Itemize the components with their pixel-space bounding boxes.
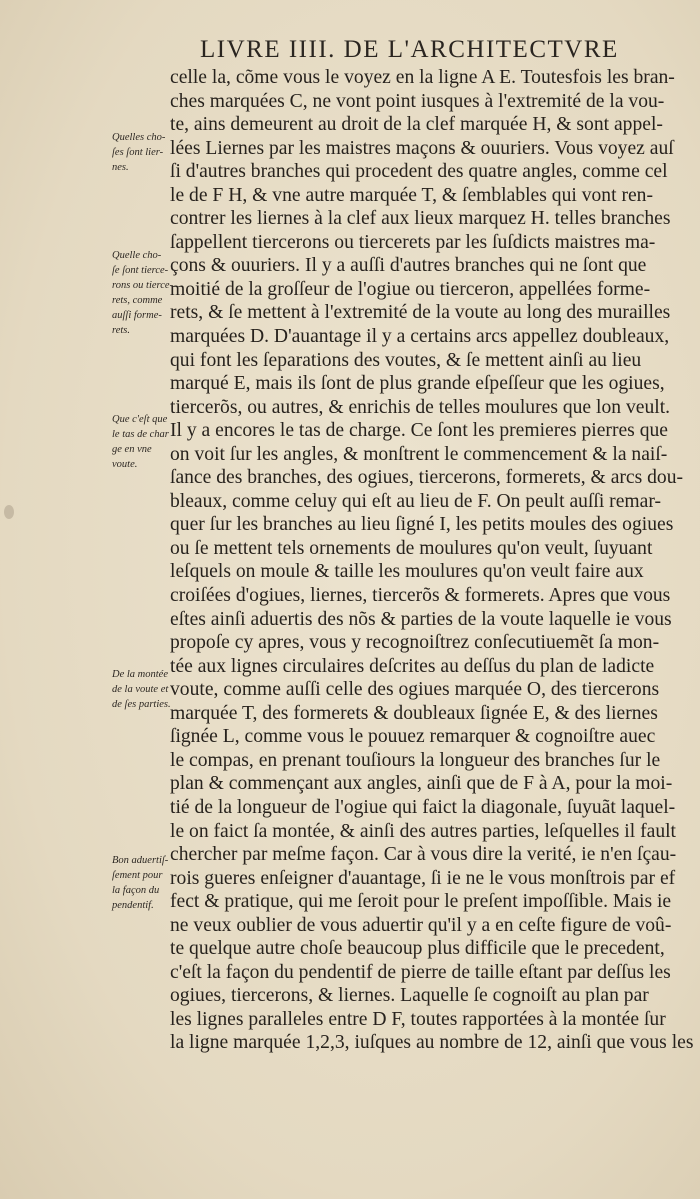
text-line: quer ſur les branches au lieu ſigné I, les petits moules des ogiues xyxy=(170,514,674,536)
margin-note-tiercerons xyxy=(112,248,192,338)
margin-note-liernes xyxy=(112,130,192,175)
margin-note-line: de la voute et xyxy=(112,684,169,695)
text-line: marquées D. D'auantage il y a certains arcs appellez doubleaux, xyxy=(170,326,670,348)
text-line: ſignée L, comme vous le pouuez remarquer & cognoiſtre auec xyxy=(170,726,656,748)
margin-note-pendentif xyxy=(112,853,192,913)
text-line: voute, comme auſſi celle des ogiues marquée O, des tiercerons xyxy=(170,679,660,701)
margin-note-line: De la montée xyxy=(112,669,168,680)
text-line: propoſe cy apres, vous y recognoiſtrez conſecutiuemẽt ſa mon- xyxy=(170,632,660,654)
margin-note-line: la façon du xyxy=(112,885,160,896)
text-line: ſappellent tiercerons ou tiercerets par les ſuſdicts maistres ma- xyxy=(170,231,656,253)
text-line: ogiues, tiercerons, & liernes. Laquelle ſe cognoiſt au plan par xyxy=(170,985,649,1007)
margin-note-line: Bon aduertiſ- xyxy=(112,855,169,866)
text-line: marquée T, des formerets & doubleaux ſignée E, & des liernes xyxy=(170,702,658,724)
text-line: la ligne marquée 1,2,3, iuſques au nombre de 12, ainſi que vous les xyxy=(170,1032,694,1054)
margin-note-tas-de-charge xyxy=(112,412,192,472)
text-line: ou ſe mettent tels ornements de moulures qu'on veult, ſuyuant xyxy=(170,537,653,559)
text-line: plan & commençant aux angles, ainſi que de F à A, pour la moi- xyxy=(170,773,673,795)
ink-stain xyxy=(4,505,14,519)
margin-note-line: ge en vne xyxy=(112,444,152,455)
margin-note-line: nes. xyxy=(112,162,129,173)
text-line: moitié de la groſſeur de l'ogiue ou tierceron, appellées forme- xyxy=(170,278,651,300)
text-line: Il y a encores le tas de charge. Ce ſont les premieres pierres que xyxy=(170,420,668,442)
text-line: tée aux lignes circulaires deſcrites au deſſus du plan de ladicte xyxy=(170,655,655,677)
text-line: lées Liernes par les maistres maçons & ouuriers. Vous voyez auſ xyxy=(170,137,674,159)
margin-note-line: ſes ſont lier- xyxy=(112,147,164,158)
margin-note-line: rons ou tierce- xyxy=(112,280,174,291)
text-line: ſance des branches, des ogiues, tiercerons, formerets, & arcs dou- xyxy=(170,467,684,489)
text-line: le de F H, & vne autre marquée T, & ſemblables qui vont ren- xyxy=(170,184,653,206)
text-line: çons & ouuriers. Il y a auſſi d'autres branches qui ne ſont que xyxy=(170,255,647,277)
margin-note-line: le tas de char xyxy=(112,429,169,440)
margin-note-line: rets. xyxy=(112,325,130,336)
text-line: ne veux oublier de vous aduertir qu'il y a en ceſte figure de voû- xyxy=(170,914,672,936)
text-line: c'eſt la façon du pendentif de pierre de taille eſtant par deſſus les xyxy=(170,961,671,983)
margin-note-line: pendentif. xyxy=(112,900,154,911)
text-line: tiercerõs, ou autres, & enrichis de telles moulures que lon veult. xyxy=(170,396,671,418)
text-line: celle la, cõme vous le voyez en la ligne A E. Toutesfois les bran- xyxy=(170,67,675,88)
text-line: rets, & ſe mettent à l'extremité de la voute au long des murailles xyxy=(170,302,671,324)
text-line: eſtes ainſi aduertis des nõs & parties de la voute laquelle ie vous xyxy=(170,608,672,630)
running-head: LIVRE IIII. DE L'ARCHITECTVRE xyxy=(200,36,619,63)
text-line: rois gueres enſeigner d'auantage, ſi ie ne le vous monſtrois par ef xyxy=(170,867,676,889)
text-line: les lignes paralleles entre D F, toutes rapportées à la montée ſur xyxy=(170,1008,666,1030)
text-line: contrer les liernes à la clef aux lieux marquez H. telles branches xyxy=(170,208,671,230)
text-line: ſi d'autres branches qui procedent des quatre angles, comme cel xyxy=(170,161,668,183)
margin-note-line: auſſi forme- xyxy=(112,310,162,321)
text-line: on voit ſur les angles, & monſtrent le commencement & la naiſ- xyxy=(170,443,668,465)
margin-note-montee xyxy=(112,667,192,712)
text-line: ches marquées C, ne vont point iusques à l'extremité de la vou- xyxy=(170,90,665,112)
margin-note-line: Quelles cho- xyxy=(112,132,166,143)
text-line: bleaux, comme celuy qui eſt au lieu de F. On peult auſſi remar- xyxy=(170,490,661,512)
margin-note-line: ſe ſont tierce- xyxy=(112,265,169,276)
text-line: croiſées d'ogiues, liernes, tiercerõs & formerets. Apres que vous xyxy=(170,585,671,607)
text-line: qui font les ſeparations des voutes, & ſe mettent ainſi au lieu xyxy=(170,349,642,371)
text-line: tié de la longueur de l'ogiue qui faict la diagonale, ſuyuãt laquel- xyxy=(170,796,676,818)
text-line: le compas, en prenant touſiours la longueur des branches ſur le xyxy=(170,749,661,771)
body-text xyxy=(170,66,695,1055)
margin-note-line: Quelle cho- xyxy=(112,250,162,261)
text-line: le on faict ſa montée, & ainſi des autres parties, leſquelles il fault xyxy=(170,820,677,842)
text-line: te, ains demeurent au droit de la clef marquée H, & sont appel- xyxy=(170,114,663,136)
margin-note-line: de ſes parties. xyxy=(112,699,171,710)
text-line: marqué E, mais ils ſont de plus grande eſpeſſeur que les ogiues, xyxy=(170,373,665,395)
text-line: chercher par meſme façon. Car à vous dire la verité, ie n'en ſçau- xyxy=(170,844,677,866)
text-line: fect & pratique, qui me ſeroit pour le preſent impoſſible. Mais ie xyxy=(170,891,672,913)
margin-note-line: rets, comme xyxy=(112,295,163,306)
text-line: te quelque autre choſe beaucoup plus difficile que le precedent, xyxy=(170,938,665,960)
margin-note-line: Que c'eſt que xyxy=(112,414,168,425)
text-line: leſquels on moule & taille les moulures qu'on veult faire aux xyxy=(170,561,644,583)
margin-note-line: ſement pour xyxy=(112,870,163,881)
margin-note-line: voute. xyxy=(112,459,138,470)
